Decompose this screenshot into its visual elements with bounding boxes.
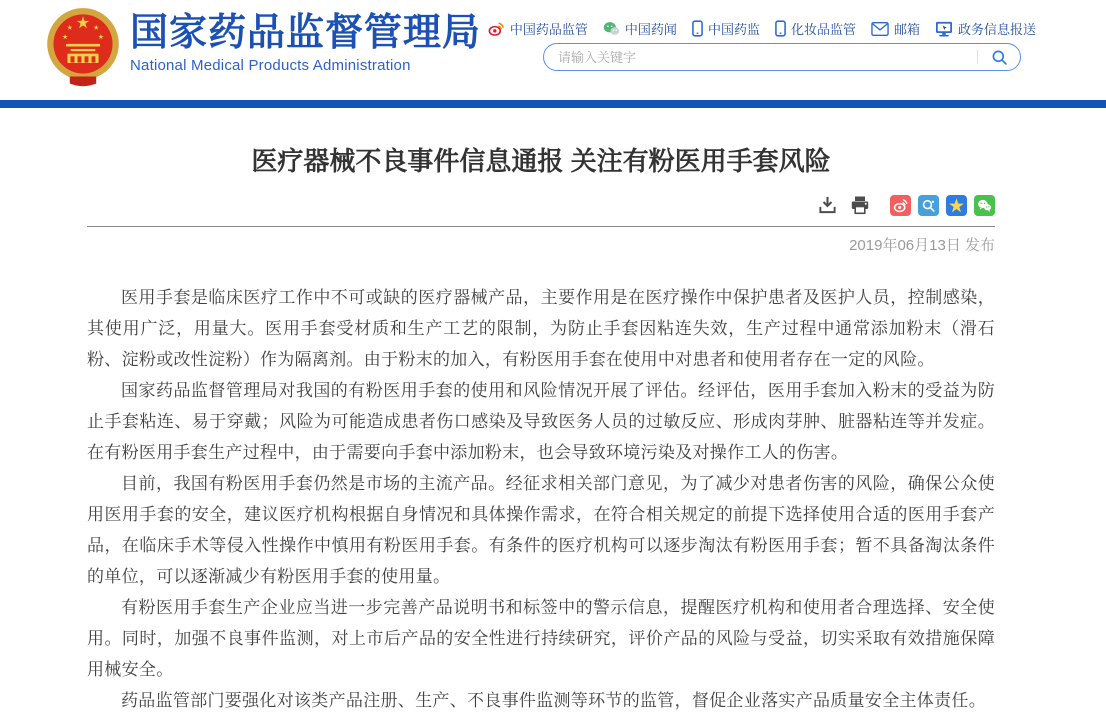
download-button[interactable] xyxy=(818,195,837,215)
article-paragraph: 有粉医用手套生产企业应当进一步完善产品说明书和标签中的警示信息，提醒医疗机构和使用者合理选择、安全使用。同时，加强不良事件监测，对上市后产品的安全性进行持续研究，评价产品的风险与受益，切实采取有效措施保障用械安全。 xyxy=(87,598,995,679)
header-divider-bar xyxy=(0,100,1106,108)
mail-icon xyxy=(871,22,889,36)
print-button[interactable] xyxy=(850,195,870,215)
share-weibo-button[interactable] xyxy=(890,195,911,216)
search-icon xyxy=(991,49,1008,66)
article-content xyxy=(87,146,995,716)
weibo-icon xyxy=(488,21,505,37)
search-input[interactable] xyxy=(544,45,977,69)
site-logo-home-link[interactable] xyxy=(44,5,481,89)
mobile-icon xyxy=(775,20,786,37)
wechat-icon xyxy=(603,21,620,36)
share-qzone-button[interactable] xyxy=(946,195,967,216)
monitor-icon xyxy=(935,21,953,37)
title-separator-line xyxy=(87,226,995,227)
quick-link-label: 中国药闻 xyxy=(624,22,677,37)
national-emblem-icon xyxy=(44,5,122,89)
quick-link-label: 中国药监 xyxy=(707,22,760,37)
mobile-icon xyxy=(692,20,703,37)
quick-link-cosmetics[interactable] xyxy=(775,19,856,38)
search-bar xyxy=(543,43,1021,71)
quick-link-wechat-account[interactable] xyxy=(603,19,677,38)
weibo-share-icon xyxy=(892,197,909,214)
quick-link-gov-info[interactable] xyxy=(935,19,1036,38)
quick-link-label: 邮箱 xyxy=(893,22,920,37)
article-toolbar xyxy=(87,193,995,217)
wechat-share-icon xyxy=(976,197,993,214)
quick-link-label: 政务信息报送 xyxy=(957,22,1036,37)
site-header xyxy=(0,0,1106,100)
share-wechat-button[interactable] xyxy=(974,195,995,216)
quick-link-label: 化妆品监管 xyxy=(790,22,856,37)
site-title: 国家药品监督管理局 xyxy=(130,12,482,54)
share-tencent-weibo-button[interactable] xyxy=(918,195,939,216)
quick-link-label: 中国药品监管 xyxy=(509,22,588,37)
quick-link-app[interactable] xyxy=(692,19,760,38)
site-subtitle: National Medical Products Administration xyxy=(130,57,411,74)
quick-link-mail[interactable] xyxy=(871,19,920,38)
tencent-weibo-share-icon xyxy=(920,197,937,214)
search-button[interactable] xyxy=(978,44,1020,70)
qzone-star-icon xyxy=(947,196,966,215)
article-paragraph: 医用手套是临床医疗工作中不可或缺的医疗器械产品，主要作用是在医疗操作中保护患者及医护人员，控制感染，其使用广泛，用量大。医用手套受材质和生产工艺的限制，为防止手套因粘连失效，生产过程中通常添加粉末（滑石粉、淀粉或改性淀粉）作为隔离剂。由于粉末的加入，有粉医用手套在使用中对患者和使用者存在一定的风险。 xyxy=(87,288,995,369)
publish-date: 2019年06月13日 发布 xyxy=(849,237,995,254)
printer-icon xyxy=(850,195,870,215)
article-paragraph: 国家药品监督管理局对我国的有粉医用手套的使用和风险情况开展了评估。经评估，医用手套加入粉末的受益为防止手套粘连、易于穿戴；风险为可能造成患者伤口感染及导致医务人员的过敏反应、形成肉芽肿、脏器粘连等并发症。在有粉医用手套生产过程中，由于需要向手套中添加粉末，也会导致环境污染及对操作工人的伤害。 xyxy=(87,381,995,462)
download-icon xyxy=(818,195,837,215)
article-body xyxy=(87,282,995,716)
article-title: 医疗器械不良事件信息通报 关注有粉医用手套风险 xyxy=(251,146,831,176)
header-quick-links xyxy=(473,19,1036,38)
article-paragraph: 目前，我国有粉医用手套仍然是市场的主流产品。经征求相关部门意见，为了减少对患者伤害的风险，确保公众使用医用手套的安全，建议医疗机构根据自身情况和具体操作需求，在符合相关规定的前提下选择使用合适的医用手套产品，在临床手术等侵入性操作中慎用有粉医用手套。有条件的医疗机构可以逐步淘汰有粉医用手套；暂不具备淘汰条件的单位，可以逐渐减少有粉医用手套的使用量。 xyxy=(87,474,995,586)
quick-link-weibo-account[interactable] xyxy=(488,19,588,38)
article-paragraph: 药品监管部门要强化对该类产品注册、生产、不良事件监测等环节的监管，督促企业落实产品质量安全主体责任。 xyxy=(121,691,986,710)
